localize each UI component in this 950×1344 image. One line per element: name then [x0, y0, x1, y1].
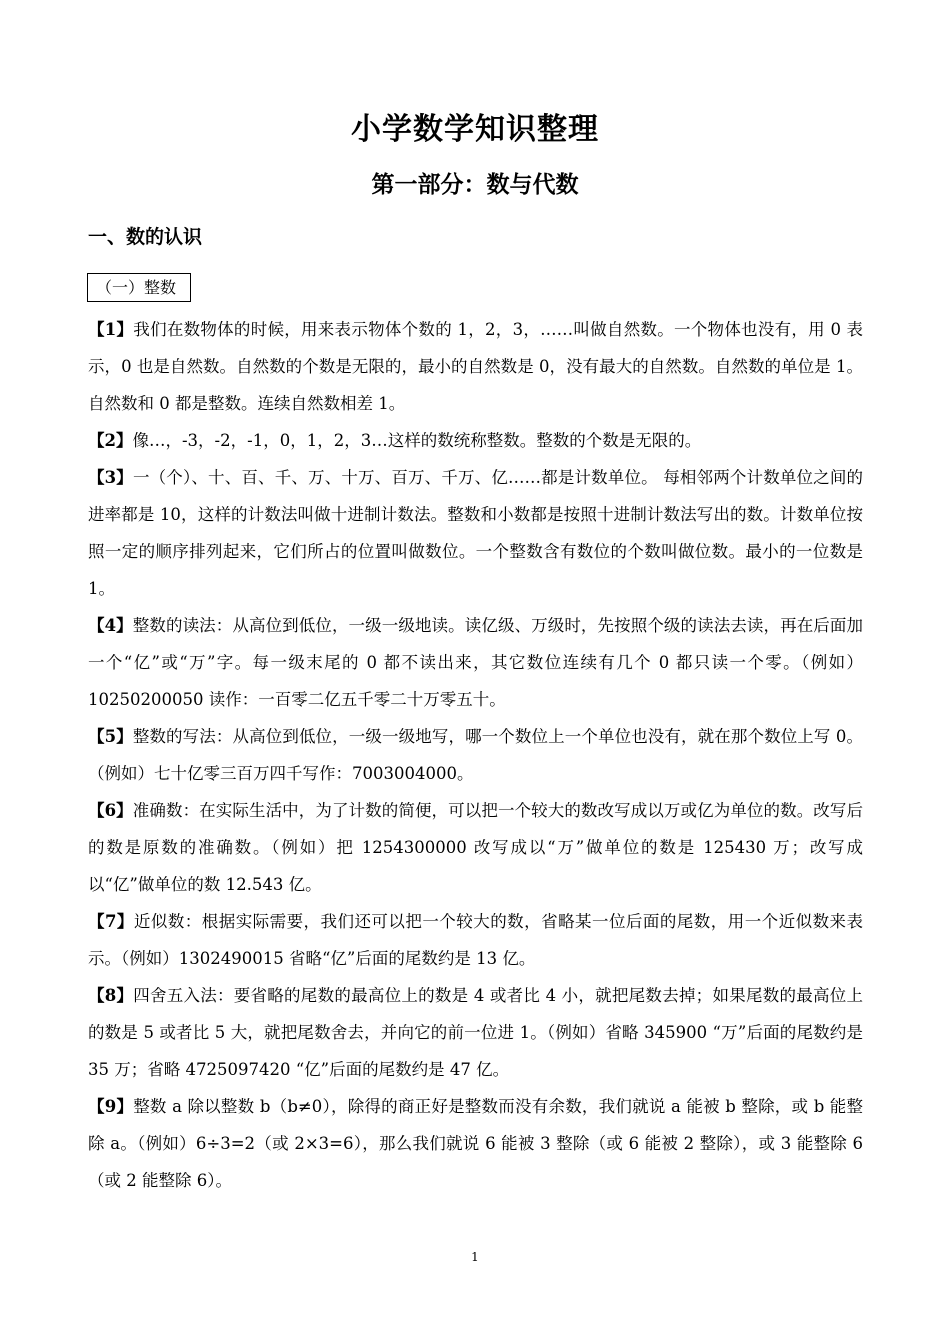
paragraph-1: [88, 311, 863, 422]
paragraph-5: [88, 718, 863, 792]
paragraph-6: [88, 792, 863, 903]
paragraph-text: 一（个）、十、百、千、万、十万、百万、千万、亿……都是计数单位。 每相邻两个计数单位之间的进率都是 10，这样的计数法叫做十进制计数法。整数和小数都是按照十进制计数法写出的数。计数单位按照一定的顺序排列起来，它们所占的位置叫做数位。一个整数含有数位的个数叫做位数。最小的一位数是 1。: [88, 468, 864, 598]
paragraph-3: [88, 459, 863, 607]
paragraph-number: 【5】: [88, 727, 133, 746]
paragraph-number: 【8】: [88, 986, 134, 1005]
paragraph-text: 我们在数物体的时候，用来表示物体个数的 1，2，3，……叫做自然数。一个物体也没有，用 0 表示，0 也是自然数。自然数的个数是无限的，最小的自然数是 0，没有最大的自然数。自然数的单位是 1。自然数和 0 都是整数。连续自然数相差 1。: [88, 320, 863, 413]
paragraph-text: 整数的读法：从高位到低位，一级一级地读。读亿级、万级时，先按照个级的读法去读，再在后面加一个“亿”或“万”字。每一级末尾的 0 都不读出来，其它数位连续有几个 0 都只读一个零。（例如）10250200050 读作：一百零二亿五千零二十万零五十。: [88, 616, 864, 709]
subsection-label-box: （一）整数: [87, 273, 191, 302]
paragraph-text: 准确数：在实际生活中，为了计数的简便，可以把一个较大的数改写成以万或亿为单位的数。改写后的数是原数的准确数。（例如）把 1254300000 改写成以“万”做单位的数是 125430 万；改写成以“亿”做单位的数 12.543 亿。: [88, 801, 864, 894]
paragraph-4: [88, 607, 863, 718]
section-heading: 一、数的认识: [88, 226, 203, 248]
paragraph-text: 四舍五入法：要省略的尾数的最高位上的数是 4 或者比 4 小，就把尾数去掉；如果尾数的最高位上的数是 5 或者比 5 大，就把尾数舍去，并向它的前一位进 1。（例如）省略 345900 “万”后面的尾数约是 35 万；省略 4725097420 “亿”后面的尾数约是 47 亿。: [88, 986, 863, 1079]
page-number: 1: [471, 1250, 479, 1264]
paragraph-number: 【7】: [88, 912, 134, 931]
paragraph-number: 【9】: [88, 1097, 134, 1116]
paragraph-number: 【2】: [88, 431, 133, 450]
paragraph-7: [88, 903, 863, 977]
paragraph-number: 【1】: [88, 320, 134, 339]
paragraph-list: [88, 311, 863, 1199]
document-subtitle: 第一部分：数与代数: [371, 172, 579, 198]
paragraph-number: 【3】: [88, 468, 133, 487]
paragraph-2: [88, 422, 863, 459]
paragraph-text: 近似数：根据实际需要，我们还可以把一个较大的数，省略某一位后面的尾数，用一个近似数来表示。（例如）1302490015 省略“亿”后面的尾数约是 13 亿。: [88, 912, 864, 968]
paragraph-8: [88, 977, 863, 1088]
paragraph-text: 整数 a 除以整数 b（b≠0），除得的商正好是整数而没有余数，我们就说 a 能被 b 整除，或 b 能整除 a。（例如）6÷3=2（或 2×3=6），那么我们就说 6 能被 3 整除（或 6 能被 2 整除），或 3 能整除 6（或 2 能整除 6）。: [88, 1097, 864, 1190]
paragraph-9: [88, 1088, 863, 1199]
paragraph-text: 像…，-3，-2，-1，0，1，2，3…这样的数统称整数。整数的个数是无限的。: [132, 431, 702, 450]
paragraph-text: 整数的写法：从高位到低位，一级一级地写，哪一个数位上一个单位也没有，就在那个数位上写 0。（例如）七十亿零三百万四千写作：7003004000。: [88, 727, 864, 783]
paragraph-number: 【4】: [88, 616, 133, 635]
document-title: 小学数学知识整理: [351, 112, 599, 147]
paragraph-number: 【6】: [88, 801, 133, 820]
